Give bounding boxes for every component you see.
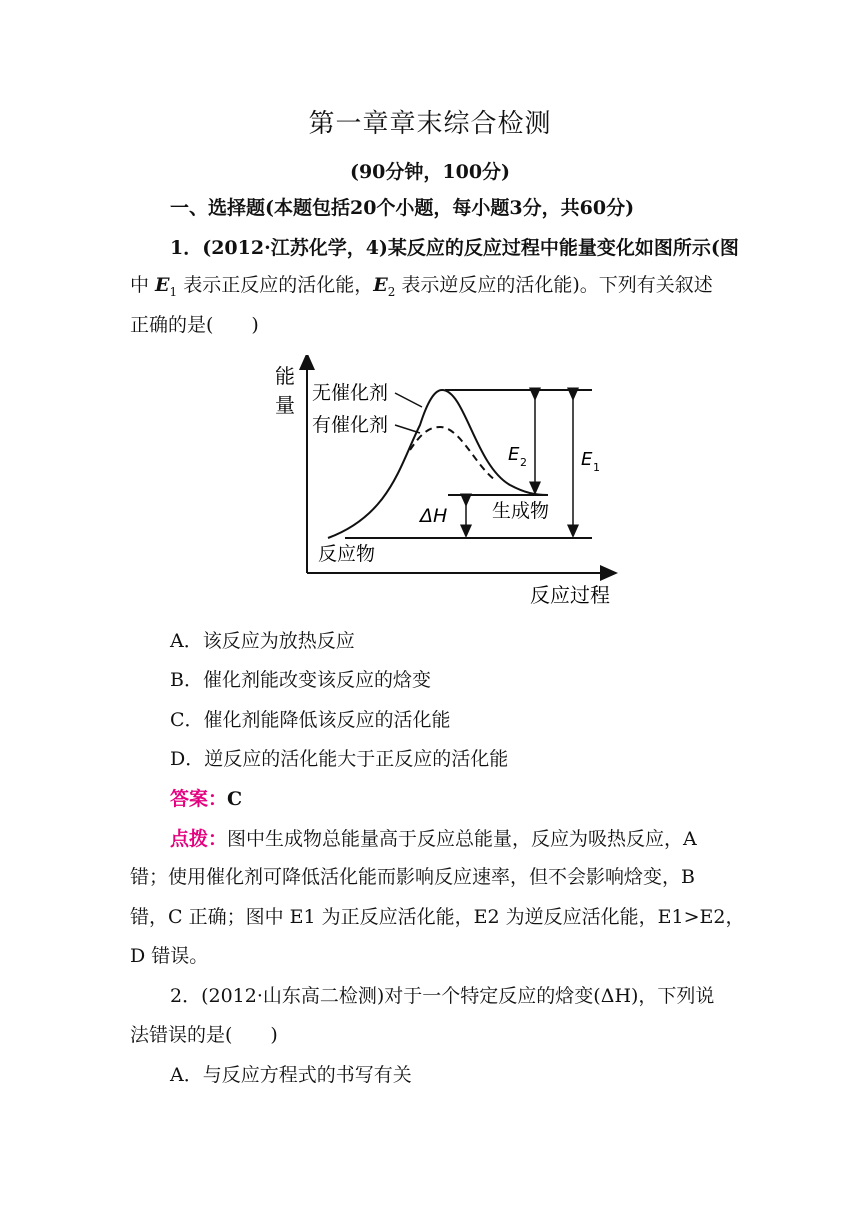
q1-stem-line3: 正确的是( ) — [130, 314, 259, 336]
product-label: 生成物 — [492, 500, 550, 522]
with-catalyst-label: 有催化剂 — [312, 414, 389, 436]
no-catalyst-label: 无催化剂 — [312, 382, 389, 404]
q1-hint-line1: 点拨：图中生成物总能量高于反应总能量，反应为吸热反应，A — [170, 828, 697, 850]
q1-hint-line2: 错；使用催化剂可降低活化能而影响反应速率，但不会影响焓变，B — [130, 866, 695, 888]
q1-option-b: B．催化剂能改变该反应的焓变 — [170, 669, 431, 691]
reactant-label: 反应物 — [318, 543, 376, 565]
q2-option-a: A．与反应方程式的书写有关 — [170, 1064, 412, 1086]
no-catalyst-pointer — [395, 393, 422, 407]
delta-h-label: ΔH — [420, 505, 448, 527]
q1-option-d: D．逆反应的活化能大于正反应的活化能 — [170, 748, 509, 770]
page-title: 第一章章末综合检测 — [308, 109, 552, 139]
x-axis-label: 反应过程 — [530, 583, 610, 607]
e1-subscript: 1 — [593, 461, 600, 474]
q1-hint-line3: 错，C 正确；图中 E1 为正反应活化能，E2 为逆反应活化能，E1>E2， — [130, 906, 745, 928]
q1-option-c: C．催化剂能降低该反应的活化能 — [170, 709, 451, 731]
e1-label: E — [581, 449, 593, 470]
q1-option-a: A．该反应为放热反应 — [170, 630, 355, 652]
q2-stem-line2: 法错误的是( ) — [130, 1024, 278, 1046]
with-catalyst-pointer — [395, 425, 420, 433]
q1-stem-line2: 中 $E_1$ 表示正反应的活化能，$E_2$ 表示逆反应的活化能)。下列有关叙述 — [130, 274, 713, 299]
q1-hint-line4: D 错误。 — [130, 945, 209, 967]
section-heading: 一、选择题(本题包括20个小题，每小题3分，共60分) — [170, 197, 635, 219]
q1-stem-line1: 1．(2012·江苏化学，4)某反应的反应过程中能量变化如图所示(图 — [170, 237, 739, 259]
energy-diagram — [270, 355, 630, 615]
y-axis-label-2: 量 — [275, 393, 295, 417]
e2-subscript: 2 — [520, 456, 527, 469]
q1-answer: 答案：C — [170, 788, 243, 810]
q2-stem-line1: 2．(2012·山东高二检测)对于一个特定反应的焓变(ΔH)，下列说 — [170, 985, 715, 1007]
e2-label: E — [508, 444, 520, 465]
exam-info: (90分钟，100分) — [349, 161, 511, 183]
y-axis-label-1: 能 — [275, 364, 295, 388]
